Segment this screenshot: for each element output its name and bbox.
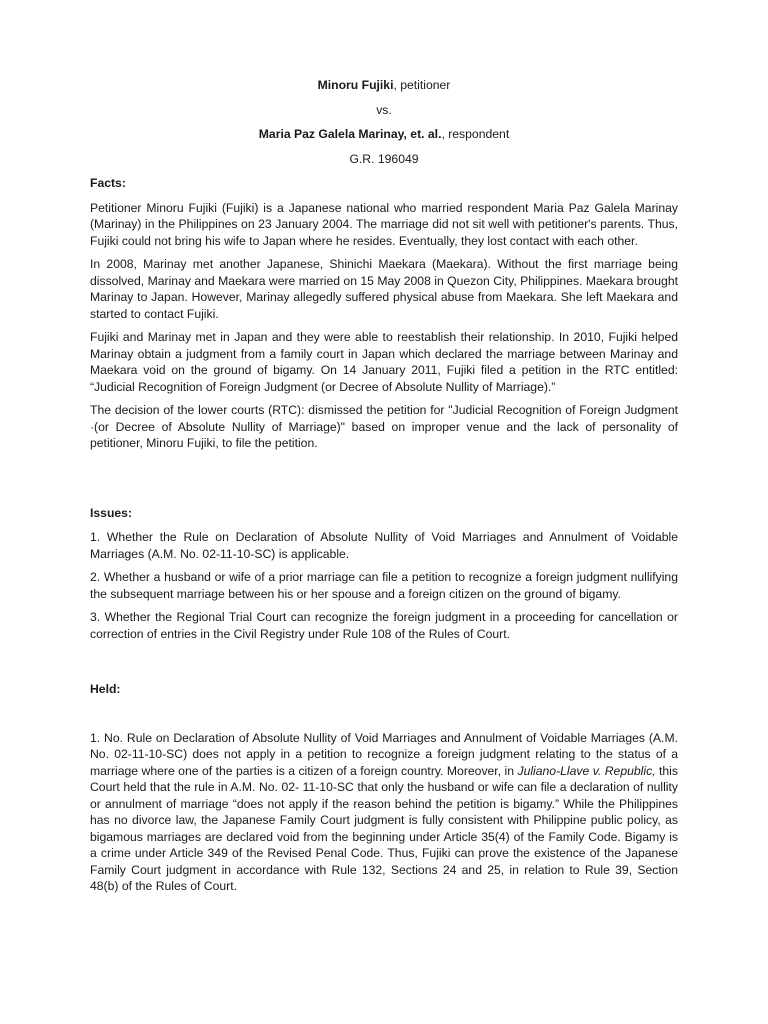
versus-line: vs. <box>376 102 392 117</box>
issues-heading: Issues: <box>90 505 133 520</box>
facts-paragraph: The decision of the lower courts (RTC): dismissed the petition for "Judicial Recognition of Foreign Judgment ·(or Decree of Absolute Nullity of Marriage)" based on improper venue and the lack of personality of petitioner, Minoru Fujiki, to file the petition. <box>90 403 678 450</box>
held-paragraph <box>90 730 678 895</box>
facts-paragraph: Fujiki and Marinay met in Japan and they were able to reestablish their relationship. In 2010, Fujiki helped Marinay obtain a judgment from a family court in Japan which declared the marriage between Marinay and Maekara void on the ground of bigamy. On 14 January 2011, Fujiki filed a petition in the RTC entitled: “Judicial Recognition of Foreign Judgment (or Decree of Absolute Nullity of Marriage).” <box>90 330 678 394</box>
respondent-line <box>90 126 678 143</box>
case-number: G.R. 196049 <box>349 151 419 166</box>
facts-paragraph: Petitioner Minoru Fujiki (Fujiki) is a Japanese national who married respondent Maria Paz Galela Marinay (Marinay) in the Philippines on 23 January 2004. The marriage did not sit well with petitioner's parents. Thus, Fujiki could not bring his wife to Japan where he resides. Eventually, they lost contact with each other. <box>90 200 678 248</box>
document-page <box>90 77 678 902</box>
case-citation: Juliano-Llave v. Republic, <box>517 763 656 778</box>
petitioner-name: Minoru Fujiki <box>317 78 394 92</box>
respondent-role: , respondent <box>441 127 510 141</box>
petitioner-role: , petitioner <box>393 78 451 92</box>
issue-item: 3. Whether the Regional Trial Court can recognize the foreign judgment in a proceeding for cancellation or correction of entries in the Civil Registry under Rule 108 of the Rules of Court. <box>90 610 678 641</box>
petitioner-line <box>90 77 678 94</box>
facts-paragraph: In 2008, Marinay met another Japanese, Shinichi Maekara (Maekara). Without the first marriage being dissolved, Marinay and Maekara were married on 15 May 2008 in Quezon City, Philippines. Maekara brought Marinay to Japan. However, Marinay allegedly suffered physical abuse from Maekara. She left Maekara and started to contact Fujiki. <box>90 257 678 321</box>
respondent-name: Maria Paz Galela Marinay, et. al. <box>258 127 442 141</box>
held-text-part2: this Court held that the rule in A.M. No. 02- 11-10-SC that only the husband or wife can file a declaration of nullity or annulment of marriage “does not apply if the reason behind the petition is bigamy.” While the Philippines has no divorce law, the Japanese Family Court judgment is fully consistent with Philippine public policy, as bigamous marriages are declared void from the beginning under Article 35(4) of the Family Code. Bigamy is a crime under Article 349 of the Revised Penal Code. Thus, Fujiki can prove the existence of the Japanese Family Court judgment in accordance with Rule 132, Sections 24 and 25, in relation to Rule 39, Section 48(b) of the Rules of Court. <box>90 763 678 893</box>
issue-item: 2. Whether a husband or wife of a prior marriage can file a petition to recognize a foreign judgment nullifying the subsequent marriage between his or her spouse and a foreign citizen on the ground of bigamy. <box>90 570 678 601</box>
facts-heading: Facts: <box>90 176 126 190</box>
held-heading: Held: <box>90 682 121 696</box>
held-text-part1: 1. No. Rule on Declaration of Absolute Nullity of Void Marriages and Annulment of Voidable Marriages (A.M. No. 02-11-10-SC) does not apply in a petition to recognize a foreign judgment relating to the status of a marriage where one of the parties is a citizen of a foreign country. Moreover, in <box>90 730 678 778</box>
issue-item: 1. Whether the Rule on Declaration of Absolute Nullity of Void Marriages and Annulment of Voidable Marriages (A.M. No. 02-11-10-SC) is applicable. <box>90 530 678 561</box>
